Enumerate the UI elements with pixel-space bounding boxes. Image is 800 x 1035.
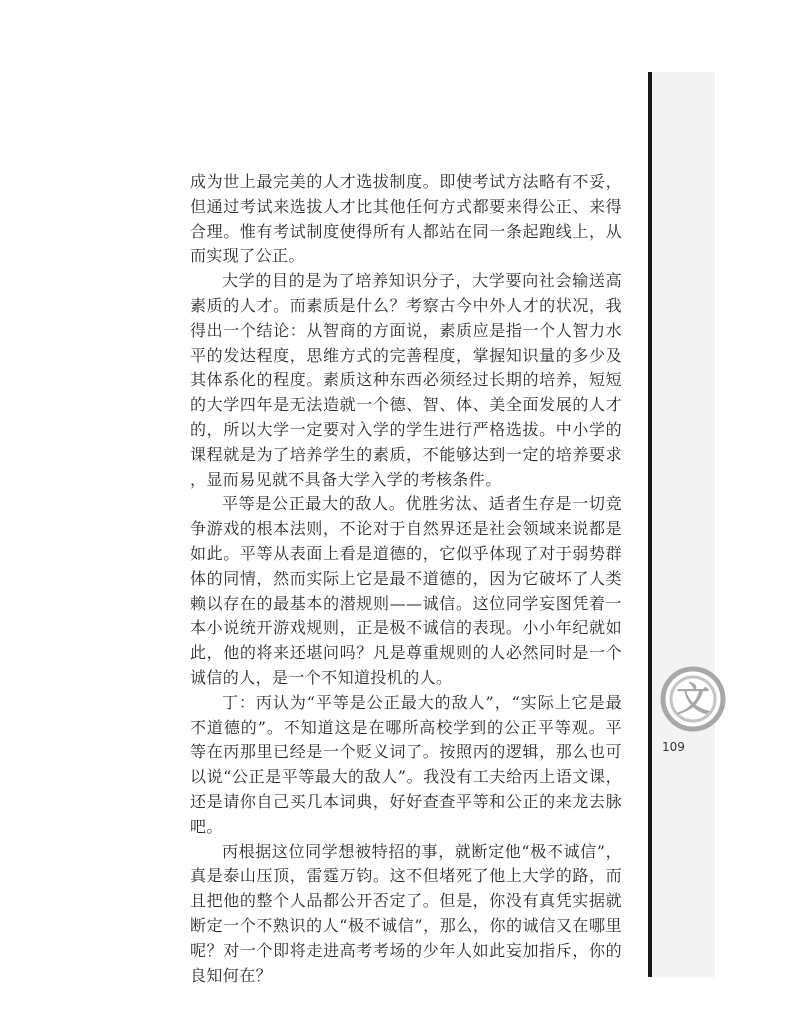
paragraph: 丙根据这位同学想被特招的事，就断定他“极不诚信”，真是泰山压顶，雷霆万钧。这不但堵死了他上大学的路，而且把他的整个人品都公开否定了。但是，你没有真凭实据就断定一个不熟识的人“极不诚信”，那么，你的诚信又在哪里呢？对一个即将走进高考考场的少年人如此妄加指斥，你的良知何在？ (190, 841, 622, 985)
body-text (190, 170, 622, 988)
paragraph: 丁：丙认为“平等是公正最大的敌人”，“实际上它是最不道德的”。不知道这是在哪所高校学到的公正平等观。平等在丙那里已经是一个贬义词了。按照丙的逻辑，那么也可以说“公正是平等最大的敌人”。我没有工夫给丙上语文课，还是请你自己买几本词典，好好查查平等和公正的来龙去脉吧。 (190, 692, 622, 836)
emblem-glyph: 文 (676, 680, 710, 720)
vertical-rule (648, 72, 652, 977)
page-number: 109 (662, 740, 685, 754)
wen-character-seal-icon (660, 666, 726, 732)
margin-shade-strip (651, 72, 715, 977)
paragraph: 大学的目的是为了培养知识分子，大学要向社会输送高素质的人才。而素质是什么？考察古今中外人才的状况，我得出一个结论：从智商的方面说，素质应是指一个人智力水平的发达程度，思维方式的完善程度，掌握知识量的多少及其体系化的程度。素质这种东西必须经过长期的培养，短短的大学四年是无法造就一个德、智、体、美全面发展的人才的，所以大学一定要对入学的学生进行严格选拔。中小学的课程就是为了培养学生的素质，不能够达到一定的培养要求，显而易见就不具备大学入学的考核条件。 (190, 271, 622, 489)
paragraph: 平等是公正最大的敌人。优胜劣汰、适者生存是一切竞争游戏的根本法则，不论对于自然界还是社会领域来说都是如此。平等从表面上看是道德的，它似乎体现了对于弱势群体的同情，然而实际上它是最不道德的，因为它破坏了人类赖以存在的最基本的潜规则——诚信。这位同学妄图凭着一本小说统开游戏规则，正是极不诚信的表现。小小年纪就如此，他的将来还堪问吗？凡是尊重规则的人必然同时是一个诚信的人，是一个不知道投机的人。 (190, 494, 622, 687)
paragraph: 成为世上最完美的人才选拔制度。即使考试方法略有不妥，但通过考试来选拔人才比其他任何方式都要来得公正、来得合理。惟有考试制度使得所有人都站在同一条起跑线上，从而实现了公正。 (190, 172, 622, 266)
